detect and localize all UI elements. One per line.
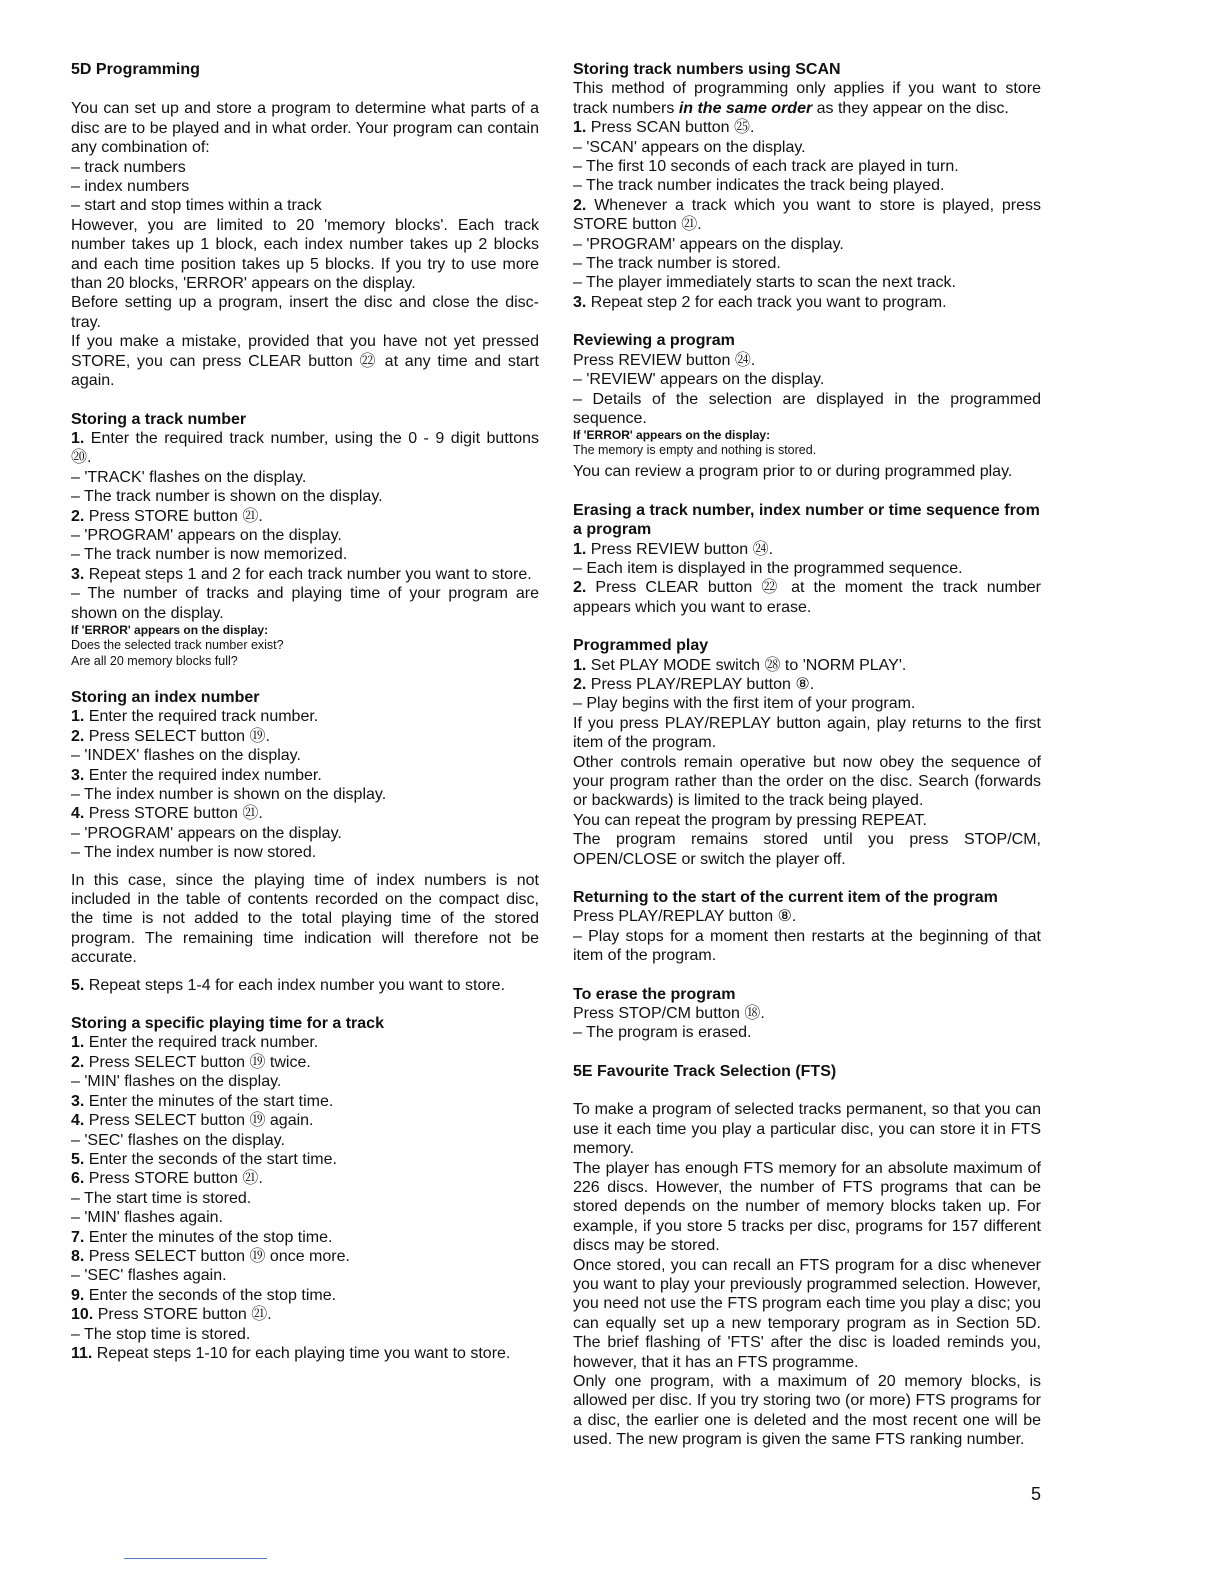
step-line: – The number of tracks and playing time of your program are shown on the display.: [71, 585, 539, 622]
step-line: – Play begins with the first item of your program.: [573, 695, 916, 713]
step-line: – The track number is stored.: [573, 255, 781, 273]
section-heading-5d: 5D Programming: [71, 61, 200, 78]
step-line: 1. Press REVIEW button ㉔.: [573, 540, 774, 558]
step-line: – Each item is displayed in the programmed sequence.: [573, 559, 963, 577]
step-line: – 'SCAN' appears on the display.: [573, 138, 806, 156]
intro-para-1: You can set up and store a program to determine what parts of a disc are to be played and in what order. Your program can contain any combination of:: [71, 100, 539, 157]
step-line: Press REVIEW button ㉔.: [573, 351, 756, 369]
intro-list-item: – index numbers: [71, 178, 190, 196]
scan-steps: [573, 118, 1041, 312]
step-line: 10. Press STORE button ㉑.: [71, 1306, 272, 1324]
step-line: – The index number is now stored.: [71, 844, 317, 862]
subheading-programmed-play: Programmed play: [573, 637, 709, 655]
step-line: 1. Press SCAN button ㉕.: [573, 119, 755, 137]
intro-list-item: – track numbers: [71, 158, 186, 176]
step-line: – The stop time is stored.: [71, 1325, 251, 1343]
step-line: 2. Whenever a track which you want to store is played, press STORE button ㉑.: [573, 196, 1041, 234]
index-steps: [71, 707, 539, 862]
subheading-index-number: Storing an index number: [71, 688, 260, 706]
step-line: – 'INDEX' flashes on the display.: [71, 747, 301, 765]
step-line: – 'PROGRAM' appears on the display.: [573, 235, 844, 253]
time-steps: [71, 1033, 539, 1363]
step-line: 4. Press SELECT button ⑲ again.: [71, 1112, 314, 1130]
right-column: [573, 60, 1041, 1450]
section-heading-5e: 5E Favourite Track Selection (FTS): [573, 1062, 837, 1080]
step-line: 1. Enter the required track number.: [71, 708, 319, 726]
step-line: 5. Repeat steps 1-4 for each index number you want to store.: [71, 976, 506, 994]
subheading-erase-item: Erasing a track number, index number or time sequence from a program: [573, 501, 1040, 539]
step-line: – 'PROGRAM' appears on the display.: [71, 824, 342, 842]
index-note: In this case, since the playing time of index numbers is not included in the table of contents recorded on the compact disc, the time is not added to the total playing time of the stored program. The remaining time indication will therefore not be accurate.: [71, 871, 539, 967]
step-line: – 'SEC' flashes on the display.: [71, 1131, 285, 1149]
step-line: 7. Enter the minutes of the stop time.: [71, 1228, 333, 1246]
erase-line: Press STOP/CM button ⑱.: [573, 1005, 765, 1023]
programmed-play-para: If you press PLAY/REPLAY button again, play returns to the first item of the program.: [573, 714, 1041, 752]
error-note-line: Does the selected track number exist?: [71, 637, 284, 652]
fts-para: Only one program, with a maximum of 20 memory blocks, is allowed per disc. If you try storing two (or more) FTS programs for a disc, the earlier one is deleted and the most recent one will be used. The new program is given the same FTS ranking number.: [573, 1372, 1041, 1449]
page-number: 5: [1030, 1484, 1041, 1504]
step-line: 3. Enter the required index number.: [71, 766, 322, 784]
intro-para-3: Before setting up a program, insert the disc and close the disc-tray.: [71, 294, 539, 331]
fts-para: To make a program of selected tracks permanent, so that you can use it each time you play a particular disc, you can store it in FTS memory.: [573, 1101, 1041, 1158]
step-line: – 'TRACK' flashes on the display.: [71, 468, 307, 486]
error-note-title: If 'ERROR' appears on the display:: [71, 622, 269, 637]
subheading-erase-program: To erase the program: [573, 985, 736, 1003]
subheading-review: Reviewing a program: [573, 332, 735, 350]
step-line: – 'MIN' flashes again.: [71, 1209, 223, 1227]
step-line: – 'PROGRAM' appears on the display.: [71, 526, 342, 544]
return-line: – Play stops for a moment then restarts at the beginning of that item of the program.: [573, 927, 1041, 965]
step-line: – The index number is shown on the display.: [71, 786, 387, 803]
step-line: 5. Enter the seconds of the start time.: [71, 1150, 337, 1168]
step-line: 2. Press STORE button ㉑.: [71, 507, 263, 525]
programmed-play-para: You can repeat the program by pressing REPEAT.: [573, 811, 927, 829]
step-line: 2. Press CLEAR button ㉒ at the moment the track number appears which you want to erase.: [573, 579, 1041, 616]
intro-para-2: However, you are limited to 20 'memory blocks'. Each track number takes up 1 block, each index number takes up 2 blocks and each time position takes up 5 blocks. If you try to use more than 20 blocks, 'ERROR' appears on the display.: [71, 216, 539, 293]
subheading-return-start: Returning to the start of the current item of the program: [573, 889, 998, 907]
programmed-play-para: Other controls remain operative but now obey the sequence of your program rather than the order on the disc. Search (forwards or backwards) is limited to the track being played.: [573, 753, 1041, 810]
step-line: 8. Press SELECT button ⑲ once more.: [71, 1247, 350, 1265]
step-line: 2. Press PLAY/REPLAY button ⑧.: [573, 675, 815, 693]
step-line: – 'REVIEW' appears on the display.: [573, 371, 825, 389]
step-line: – The track number indicates the track being played.: [573, 177, 945, 195]
error-note-line: The memory is empty and nothing is stored.: [573, 443, 817, 458]
step-line: – 'MIN' flashes on the display.: [71, 1073, 282, 1091]
erase-line: – The program is erased.: [573, 1024, 752, 1042]
step-line: 2. Press SELECT button ⑲ twice.: [71, 1053, 311, 1071]
step-line: 3. Enter the minutes of the start time.: [71, 1092, 334, 1110]
step-line: – The track number is now memorized.: [71, 546, 348, 564]
step-line: 3. Repeat steps 1 and 2 for each track number you want to store.: [71, 565, 532, 583]
error-note-line: Are all 20 memory blocks full?: [71, 653, 238, 668]
step-line: 2. Press SELECT button ⑲.: [71, 727, 270, 745]
error-note-title: If 'ERROR' appears on the display:: [573, 428, 771, 443]
step-line: – The track number is shown on the display.: [71, 488, 383, 506]
step-line: – The player immediately starts to scan the next track.: [573, 274, 956, 292]
step-line: 1. Enter the required track number, using the 0 - 9 digit buttons ⑳.: [71, 429, 539, 467]
subheading-track-number: Storing a track number: [71, 410, 247, 428]
programmed-play-para: The program remains stored until you press STOP/CM, OPEN/CLOSE or switch the player off.: [573, 831, 1041, 868]
review-after: You can review a program prior to or during programmed play.: [573, 463, 1013, 481]
step-line: 1. Set PLAY MODE switch ㉘ to 'NORM PLAY'.: [573, 656, 907, 674]
step-line: 6. Press STORE button ㉑.: [71, 1170, 263, 1188]
step-line: 11. Repeat steps 1-10 for each playing time you want to store.: [71, 1344, 511, 1362]
step-line: 3. Repeat step 2 for each track you want to program.: [573, 293, 947, 311]
fts-para: The player has enough FTS memory for an absolute maximum of 226 discs. However, the number of FTS programs that can be stored depends on the number of memory blocks taken up. For example, if you store 5 tracks per disc, programs for 157 different discs may be stored.: [573, 1159, 1041, 1255]
return-line: Press PLAY/REPLAY button ⑧.: [573, 908, 797, 926]
track-steps: [71, 429, 539, 623]
step-line: – The start time is stored.: [71, 1189, 252, 1207]
step-line: – Details of the selection are displayed in the programmed sequence.: [573, 390, 1041, 427]
step-line: 1. Enter the required track number.: [71, 1034, 319, 1052]
footer-rule: [124, 1558, 267, 1559]
scan-intro: This method of programming only applies if you want to store track numbers in the same order as they appear on the disc.: [573, 80, 1041, 117]
intro-list-item: – start and stop times within a track: [71, 197, 322, 215]
step-line: – 'SEC' flashes again.: [71, 1267, 227, 1285]
left-column: [71, 60, 539, 1363]
subheading-playing-time: Storing a specific playing time for a track: [71, 1015, 384, 1033]
step-line: 4. Press STORE button ㉑.: [71, 805, 263, 823]
intro-para-4: If you make a mistake, provided that you have not yet pressed STORE, you can press CLEAR button ㉒ at any time and start again.: [71, 333, 539, 390]
step-line: 9. Enter the seconds of the stop time.: [71, 1286, 337, 1304]
fts-para: Once stored, you can recall an FTS program for a disc whenever you want to play your previously programmed selection. However, you need not use the FTS program each time you play a disc; you can equally set up a new temporary program as in Section 5D. The brief flashing of 'FTS' after the disc is loaded reminds you, however, that it has an FTS programme.: [573, 1256, 1041, 1371]
step-line: – The first 10 seconds of each track are played in turn.: [573, 158, 959, 176]
subheading-scan: Storing track numbers using SCAN: [573, 61, 841, 78]
